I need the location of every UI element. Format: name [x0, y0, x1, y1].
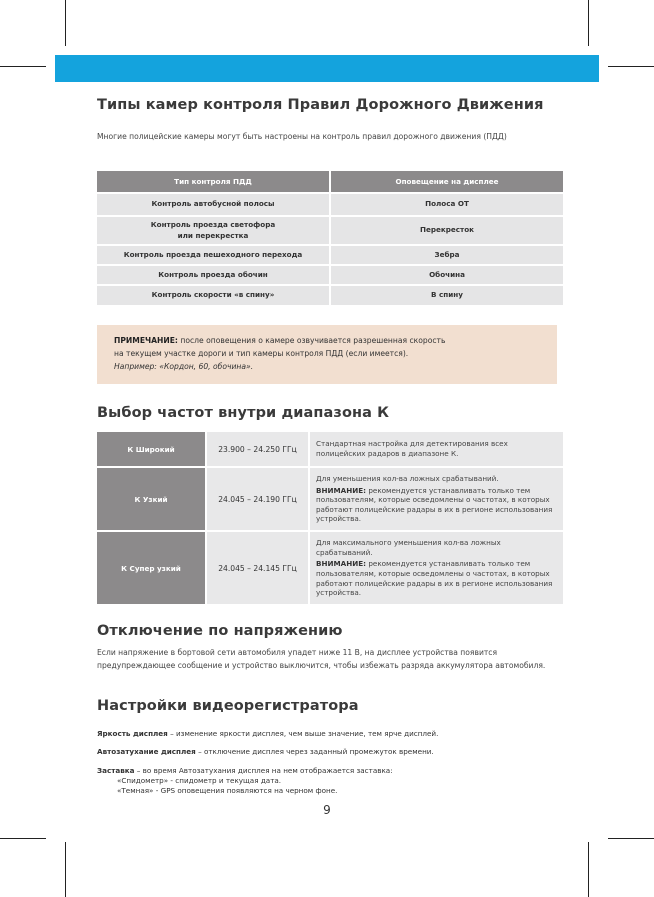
frequency-range-cell: 24.045 – 24.190 ГГц [207, 468, 308, 530]
crop-mark [0, 838, 46, 839]
band-warning [316, 559, 557, 597]
voltage-cutoff-text: Если напряжение в бортовой сети автомобиля упадет ниже 11 В, на дисплее устройства появится предупреждающее сообщение и устройство выключится, чтобы избежать разряда аккумулятора автомобиля. [97, 648, 546, 670]
crop-mark [588, 0, 589, 46]
setting-label: Яркость дисплея [97, 729, 168, 738]
page-number: 9 [323, 803, 331, 817]
band-mode-cell: К Супер узкий [97, 532, 205, 604]
band-mode-cell: К Широкий [97, 432, 205, 466]
setting-label: Заставка [97, 766, 135, 775]
frequency-range-cell: 24.045 – 24.145 ГГц [207, 532, 308, 604]
setting-brightness [97, 729, 567, 739]
crop-mark [65, 0, 66, 46]
control-type-cell: Контроль проезда пешеходного перехода [97, 246, 329, 264]
table-row [97, 286, 563, 305]
band-description-cell [310, 432, 563, 466]
screensaver-option: «Темная» - GPS оповещения появляются на черном фоне. [117, 786, 338, 795]
table-header-row [97, 171, 563, 192]
table-row [97, 194, 563, 215]
warning-label: ВНИМАНИЕ: [316, 559, 367, 569]
note-line [114, 334, 543, 347]
table-row [97, 266, 563, 284]
crop-mark [65, 842, 66, 897]
crop-mark [608, 838, 654, 839]
note-box [97, 325, 557, 384]
crop-mark [608, 66, 654, 67]
crop-mark [588, 842, 589, 897]
setting-label: Автозатухание дисплея [97, 747, 196, 756]
warning-text: рекомендуется устанавливать только тем пользователям, которые осведомлены о частотах, в которых работают полицейские радары в их в регионе использования устройства. [316, 559, 553, 598]
table-row [97, 432, 563, 466]
band-description-cell [310, 532, 563, 604]
display-alert-cell: В спину [331, 286, 563, 305]
display-alert-cell: Обочина [331, 266, 563, 284]
display-alert-cell: Полоса ОТ [331, 194, 563, 215]
column-header: Оповещение на дисплее [331, 171, 563, 192]
control-type-cell: Контроль скорости «в спину» [97, 286, 329, 305]
control-type-cell: Контроль проезда светофора или перекрестка [97, 217, 329, 244]
band-description: Для уменьшения кол-ва ложных срабатываний. [316, 474, 499, 484]
dvr-settings-list [97, 729, 567, 796]
k-band-frequency-table [95, 430, 565, 606]
setting-text: – во время Автозатухания дисплея на нем отображается заставка: [134, 766, 393, 775]
band-warning [316, 486, 557, 524]
note-text: после оповещения о камере озвучивается разрешенная скорость [177, 336, 446, 345]
section-title-camera-types: Типы камер контроля Правил Дорожного Движения [97, 97, 544, 113]
frequency-range-cell: 23.900 – 24.250 ГГц [207, 432, 308, 466]
band-description: Для максимального уменьшения кол-ва ложных срабатываний. [316, 538, 501, 557]
control-type-cell: Контроль автобусной полосы [97, 194, 329, 215]
display-alert-cell: Перекресток [331, 217, 563, 244]
section-title-k-band: Выбор частот внутри диапазона К [97, 405, 390, 421]
camera-types-table [95, 169, 565, 307]
setting-screensaver [97, 766, 567, 776]
camera-types-intro: Многие полицейские камеры могут быть настроены на контроль правил дорожного движения (ПДД) [97, 132, 507, 141]
screensaver-option: «Спидометр» - спидометр и текущая дата. [117, 776, 282, 785]
crop-mark [0, 66, 46, 67]
note-example: Например: «Кордон, 60, обочина». [114, 362, 254, 371]
control-type-cell: Контроль проезда обочин [97, 266, 329, 284]
section-title-voltage-cutoff: Отключение по напряжению [97, 623, 343, 639]
setting-text: – изменение яркости дисплея, чем выше значение, тем ярче дисплей. [167, 729, 439, 738]
band-mode-cell: К Узкий [97, 468, 205, 530]
note-label: ПРИМЕЧАНИЕ: [114, 336, 178, 345]
setting-text: – отключение дисплея через заданный промежуток времени. [195, 747, 434, 756]
warning-text: рекомендуется устанавливать только тем пользователям, которые осведомлены о частотах, в которых работают полицейские радары в их в регионе использования устройства. [316, 485, 553, 524]
section-title-dvr-settings: Настройки видеорегистратора [97, 698, 359, 714]
display-alert-cell: Зебра [331, 246, 563, 264]
table-row [97, 217, 563, 244]
table-row [97, 246, 563, 264]
table-row [97, 532, 563, 604]
band-description-cell [310, 468, 563, 530]
column-header: Тип контроля ПДД [97, 171, 329, 192]
setting-auto-off [97, 747, 567, 757]
warning-label: ВНИМАНИЕ: [316, 485, 367, 495]
band-description: Стандартная настройка для детектирования всех полицейских радаров в диапазоне К. [316, 439, 508, 458]
table-row [97, 468, 563, 530]
header-banner [55, 55, 599, 82]
note-line: на текущем участке дороги и тип камеры контроля ПДД (если имеется). [114, 349, 409, 358]
